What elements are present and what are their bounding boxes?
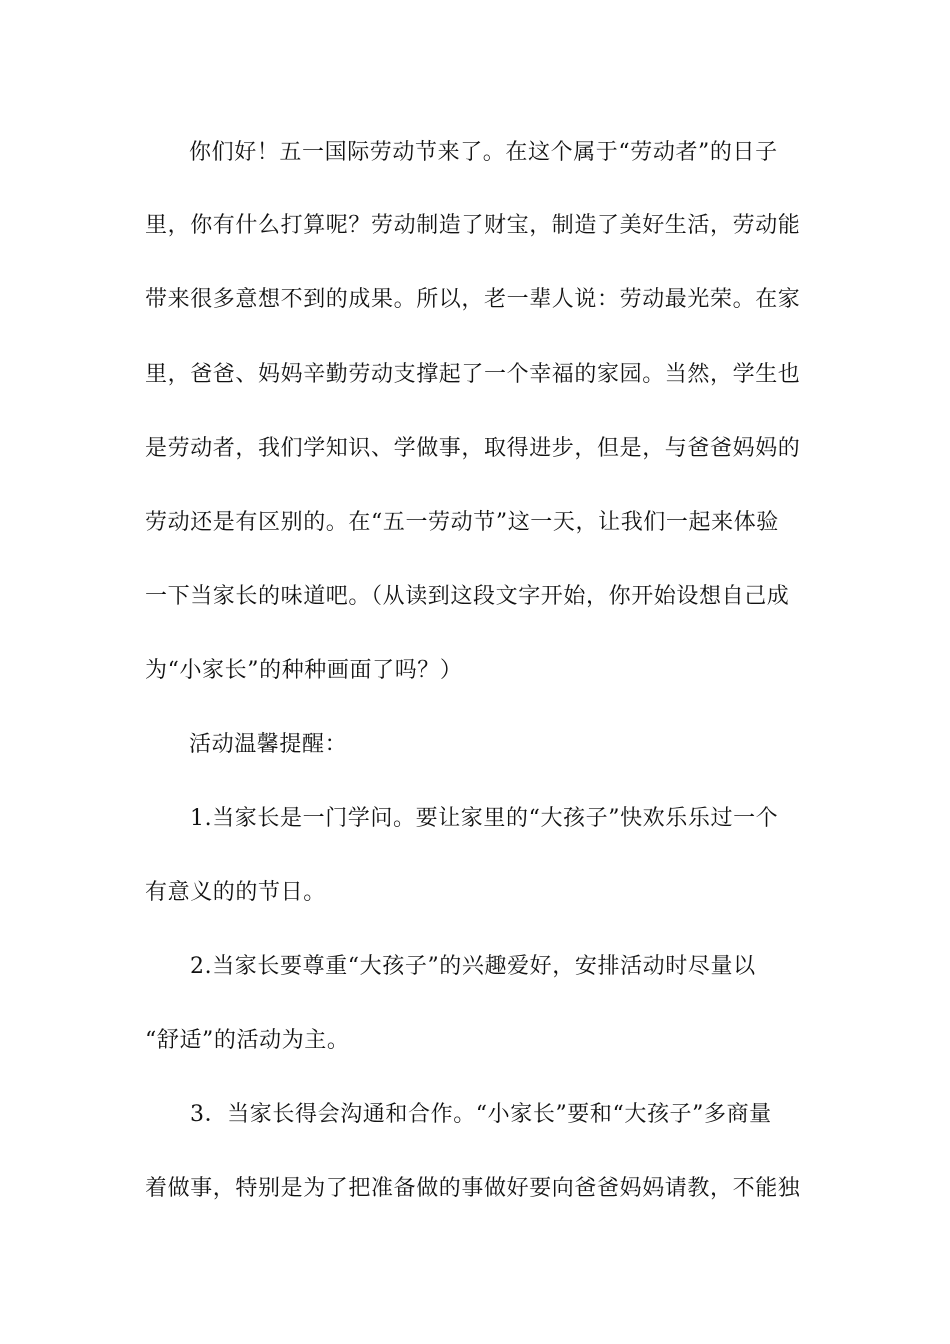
text-line: 2.当家长要尊重“大孩子”的兴趣爱好，安排活动时尽量以 <box>190 954 756 979</box>
text-line: 为“小家长”的种种画面了吗？） <box>145 658 463 683</box>
text-line: 1.当家长是一门学问。要让家里的“大孩子”快欢乐乐过一个 <box>190 806 779 831</box>
text-line: 有意义的的节日。 <box>145 880 326 905</box>
text-line: 着做事，特别是为了把准备做的事做好要向爸爸妈妈请教，不能独 <box>145 1176 801 1201</box>
text-line: 3．当家长得会沟通和合作。“小家长”要和“大孩子”多商量 <box>190 1102 772 1127</box>
text-line: 带来很多意想不到的成果。所以，老一辈人说：劳动最光荣。在家 <box>145 287 801 312</box>
text-line: 活动温馨提醒： <box>189 732 348 757</box>
text-line: 是劳动者，我们学知识、学做事，取得进步，但是，与爸爸妈妈的 <box>145 436 801 461</box>
text-line: 你们好！五一国际劳动节来了。在这个属于“劳动者”的日子 <box>189 140 778 165</box>
text-line: 里，爸爸、妈妈辛勤劳动支撑起了一个幸福的家园。当然，学生也 <box>145 362 801 387</box>
text-line: 里，你有什么打算呢？劳动制造了财宝，制造了美好生活，劳动能 <box>145 213 801 238</box>
text-line: “舒适”的活动为主。 <box>145 1028 350 1053</box>
text-line: 一下当家长的味道吧。（从读到这段文字开始，你开始设想自己成 <box>145 584 790 609</box>
text-line: 劳动还是有区别的。在“五一劳动节”这一天，让我们一起来体验 <box>145 510 779 535</box>
